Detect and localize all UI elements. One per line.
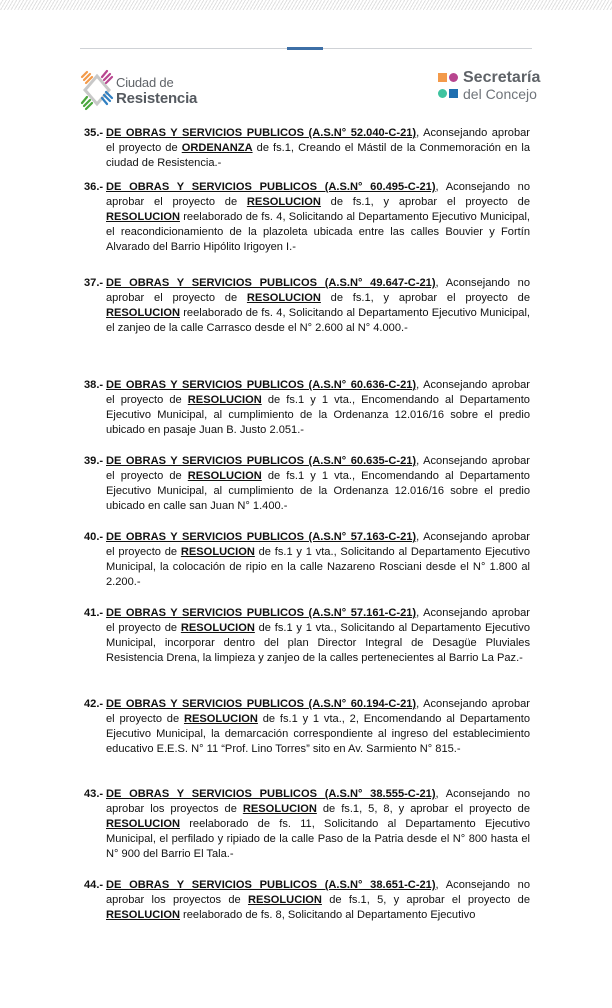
ciudad-resistencia-logo-icon <box>80 69 114 111</box>
agenda-item-number: 37.- <box>84 277 104 289</box>
logo-text-secretaria: Secretaría <box>463 69 541 86</box>
agenda-item-text: DE OBRAS Y SERVICIOS PUBLICOS (A.S.N° 60.194-C-21), Aconsejando aprobar el proyecto de RESOLUCION de fs.1 y 1 vta., 2, Encomendando al Departamento Ejecutivo Municipal, la demarcación correspondiente al ingreso del establecimiento educativo E.E.S. N° 11 “Prof. Lino Torres” sito en Av. Sarmiento N° 815.- <box>106 698 530 755</box>
committee-heading: DE OBRAS Y SERVICIOS PUBLICOS (A.S.N° 57.163-C-21) <box>106 531 417 543</box>
project-type-label: RESOLUCION <box>183 713 258 725</box>
project-type-label: RESOLUCION <box>246 292 321 304</box>
agenda-item-number: 44.- <box>84 879 104 891</box>
committee-heading: DE OBRAS Y SERVICIOS PUBLICOS (A.S.N° 60.495-C-21) <box>106 181 436 193</box>
project-type-label: RESOLUCION <box>246 196 321 208</box>
top-hatch-decoration <box>0 0 612 10</box>
agenda-item-text: DE OBRAS Y SERVICIOS PUBLICOS (A.S.N° 60.495-C-21), Aconsejando no aprobar el proyecto de RESOLUCION de fs.1, y aprobar el proyecto de RESOLUCION reelaborado de fs. 4, Solicitando al Departamento Ejecutivo Municipal, el reacondicionamiento de la plazoleta ubicada entre las calles Bouvier y Fortín Alvarado del Barrio Hipólito Irigoyen I.- <box>106 181 531 253</box>
agenda-item-number: 43.- <box>84 788 104 800</box>
committee-heading: DE OBRAS Y SERVICIOS PUBLICOS (A.S.N° 49.647-C-21) <box>106 277 436 289</box>
secretaria-concejo-logo <box>437 70 547 110</box>
agenda-item <box>84 606 530 666</box>
committee-heading: DE OBRAS Y SERVICIOS PUBLICOS (A.S.N° 60.635-C-21) <box>106 455 417 467</box>
agenda-item <box>84 454 530 514</box>
agenda-item-number: 35.- <box>84 127 104 139</box>
agenda-item <box>84 126 530 171</box>
project-type-label: ORDENANZA <box>181 142 253 154</box>
agenda-item-number: 40.- <box>84 531 104 543</box>
project-type-label: RESOLUCION <box>180 622 255 634</box>
committee-heading: DE OBRAS Y SERVICIOS PUBLICOS (A.S.N° 60.636-C-21) <box>106 379 417 391</box>
agenda-item-text: DE OBRAS Y SERVICIOS PUBLICOS (A.S.N° 52.040-C-21), Aconsejando aprobar el proyecto de ORDENANZA de fs.1, Creando el Mástil de la Conmemoración en la ciudad de Resistencia.- <box>106 127 530 169</box>
agenda-item-text: DE OBRAS Y SERVICIOS PUBLICOS (A.S.N° 49.647-C-21), Aconsejando no aprobar el proyecto de RESOLUCION de fs.1, y aprobar el proyecto de RESOLUCION reelaborado de fs. 4, Solicitando al Departamento Ejecutivo Municipal, el zanjeo de la calle Carrasco desde el N° 2.600 al N° 4.000.- <box>106 277 531 334</box>
agenda-item-text: DE OBRAS Y SERVICIOS PUBLICOS (A.S.N° 38.651-C-21), Aconsejando no aprobar los proyectos de RESOLUCION de fs.1, 5, y aprobar el proyecto de RESOLUCION reelaborado de fs. 8, Solicitando al Departamento Ejecutivo <box>106 879 530 921</box>
agenda-item <box>84 697 530 757</box>
agenda-item <box>84 180 530 255</box>
agenda-item <box>84 787 530 862</box>
header-divider-accent <box>287 47 323 50</box>
committee-heading: DE OBRAS Y SERVICIOS PUBLICOS (A.S.N° 38.651-C-21) <box>106 879 436 891</box>
committee-heading: DE OBRAS Y SERVICIOS PUBLICOS (A.S.N° 60.194-C-21) <box>106 698 417 710</box>
logo-text-resistencia: Resistencia <box>116 90 198 107</box>
agenda-item-text: DE OBRAS Y SERVICIOS PUBLICOS (A.S.N° 38.555-C-21), Aconsejando no aprobar los proyectos de RESOLUCION de fs.1, 5, 8, y aprobar el proyecto de RESOLUCION reelaborado de fs. 11, Solicitando al Departamento Ejecutivo Municipal, el perfilado y ripiado de la calle Paso de la Patria desde el N° 800 hasta el N° 900 del Barrio El Tala.- <box>106 788 530 860</box>
logo-text-ciudad-de: Ciudad de <box>116 75 174 90</box>
project-type-label: RESOLUCION <box>242 803 317 815</box>
agenda-item-text: DE OBRAS Y SERVICIOS PUBLICOS (A.S.N° 60.636-C-21), Aconsejando aprobar el proyecto de RESOLUCION de fs.1 y 1 vta., Encomendando al Departamento Ejecutivo Municipal, al cumplimiento de la Ordenanza 12.016/16 sobre el predio ubicado en pasaje Juan B. Justo 2.051.- <box>106 379 530 436</box>
project-type-label: RESOLUCION <box>106 307 180 319</box>
committee-heading: DE OBRAS Y SERVICIOS PUBLICOS (A.S.N° 52.040-C-21) <box>106 127 417 139</box>
agenda-item-number: 38.- <box>84 379 104 391</box>
logo-blue-square-icon <box>449 89 458 98</box>
project-type-label: RESOLUCION <box>180 546 255 558</box>
committee-heading: DE OBRAS Y SERVICIOS PUBLICOS (A.S.N° 38.555-C-21) <box>106 788 436 800</box>
logo-text-del-concejo: del Concejo <box>463 86 537 102</box>
agenda-item-number: 42.- <box>84 698 104 710</box>
committee-heading: DE OBRAS Y SERVICIOS PUBLICOS (A.S.N° 57.161-C-21) <box>106 607 417 619</box>
logo-teal-circle-icon <box>438 89 447 98</box>
agenda-item-text: DE OBRAS Y SERVICIOS PUBLICOS (A.S.N° 57.161-C-21), Aconsejando aprobar el proyecto de RESOLUCION de fs.1 y 1 vta., Solicitando al Departamento Ejecutivo Municipal, incorporar dentro del plan Director Integral de Desagüe Pluviales Resistencia Drena, la limpieza y zanjeo de la calles pertenecientes al Barrio La Paz.- <box>106 607 530 664</box>
agenda-item <box>84 878 530 923</box>
project-type-label: RESOLUCION <box>106 211 180 223</box>
project-type-label: RESOLUCION <box>187 470 262 482</box>
project-type-label: RESOLUCION <box>106 818 180 830</box>
agenda-item-text: DE OBRAS Y SERVICIOS PUBLICOS (A.S.N° 57.163-C-21), Aconsejando aprobar el proyecto de RESOLUCION de fs.1 y 1 vta., Solicitando al Departamento Ejecutivo Municipal, la colocación de ripio en la calle Nazareno Rosciani desde el N° 1.800 al 2.200.- <box>106 531 530 588</box>
agenda-item <box>84 530 530 590</box>
logo-orange-square-icon <box>438 73 447 82</box>
agenda-item-number: 36.- <box>84 181 104 193</box>
agenda-item <box>84 276 530 336</box>
agenda-item <box>84 378 530 438</box>
project-type-label: RESOLUCION <box>187 394 262 406</box>
logo-magenta-circle-icon <box>449 73 458 82</box>
agenda-item-text: DE OBRAS Y SERVICIOS PUBLICOS (A.S.N° 60.635-C-21), Aconsejando aprobar el proyecto de RESOLUCION de fs.1 y 1 vta., Encomendando al Departamento Ejecutivo Municipal, al cumplimiento de la Ordenanza 12.016/16 sobre el predio ubicado en calle san Juan N° 1.400.- <box>106 455 530 512</box>
project-type-label: RESOLUCION <box>247 894 322 906</box>
agenda-item-number: 39.- <box>84 455 104 467</box>
agenda-item-number: 41.- <box>84 607 104 619</box>
project-type-label: RESOLUCION <box>106 909 180 921</box>
ciudad-resistencia-logo <box>80 69 200 113</box>
